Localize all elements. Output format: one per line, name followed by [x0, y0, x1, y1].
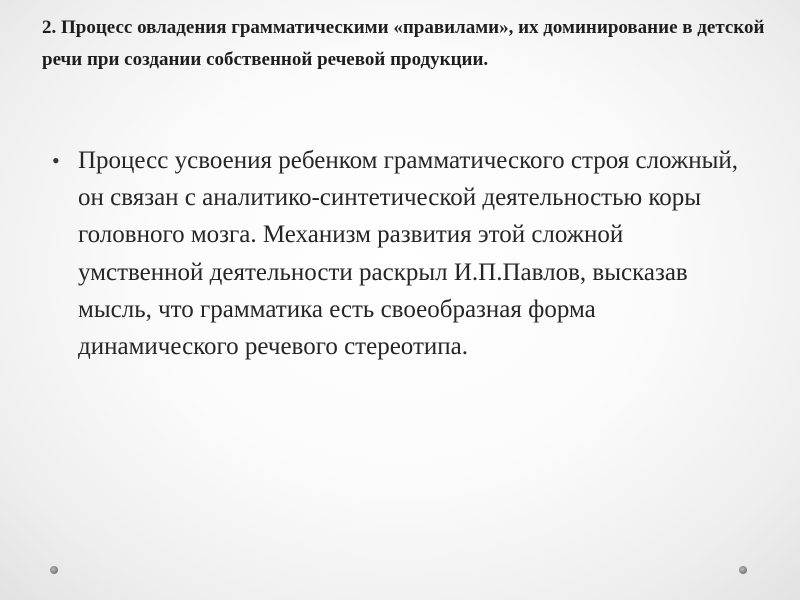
decorative-dot-left-icon — [50, 566, 58, 574]
bullet-list — [52, 142, 742, 365]
bullet-item — [52, 142, 742, 365]
bullet-icon: • — [52, 148, 60, 173]
bullet-text: Процесс усвоения ребенком грамматического строя сложный, он связан с аналитико-синтетической деятельностью коры головного мозга. Механизм развития этой сложной умственной деятельности раскрыл И.П.Павлов, высказав мысль, что грамматика есть своеобразная форма динамического речевого стереотипа. — [78, 147, 739, 361]
slide-title: 2. Процесс овладения грамматическими «правилами», их доминирование в детской речи при создании собственной речевой продукции. — [42, 17, 765, 70]
decorative-dot-right-icon — [739, 566, 747, 574]
